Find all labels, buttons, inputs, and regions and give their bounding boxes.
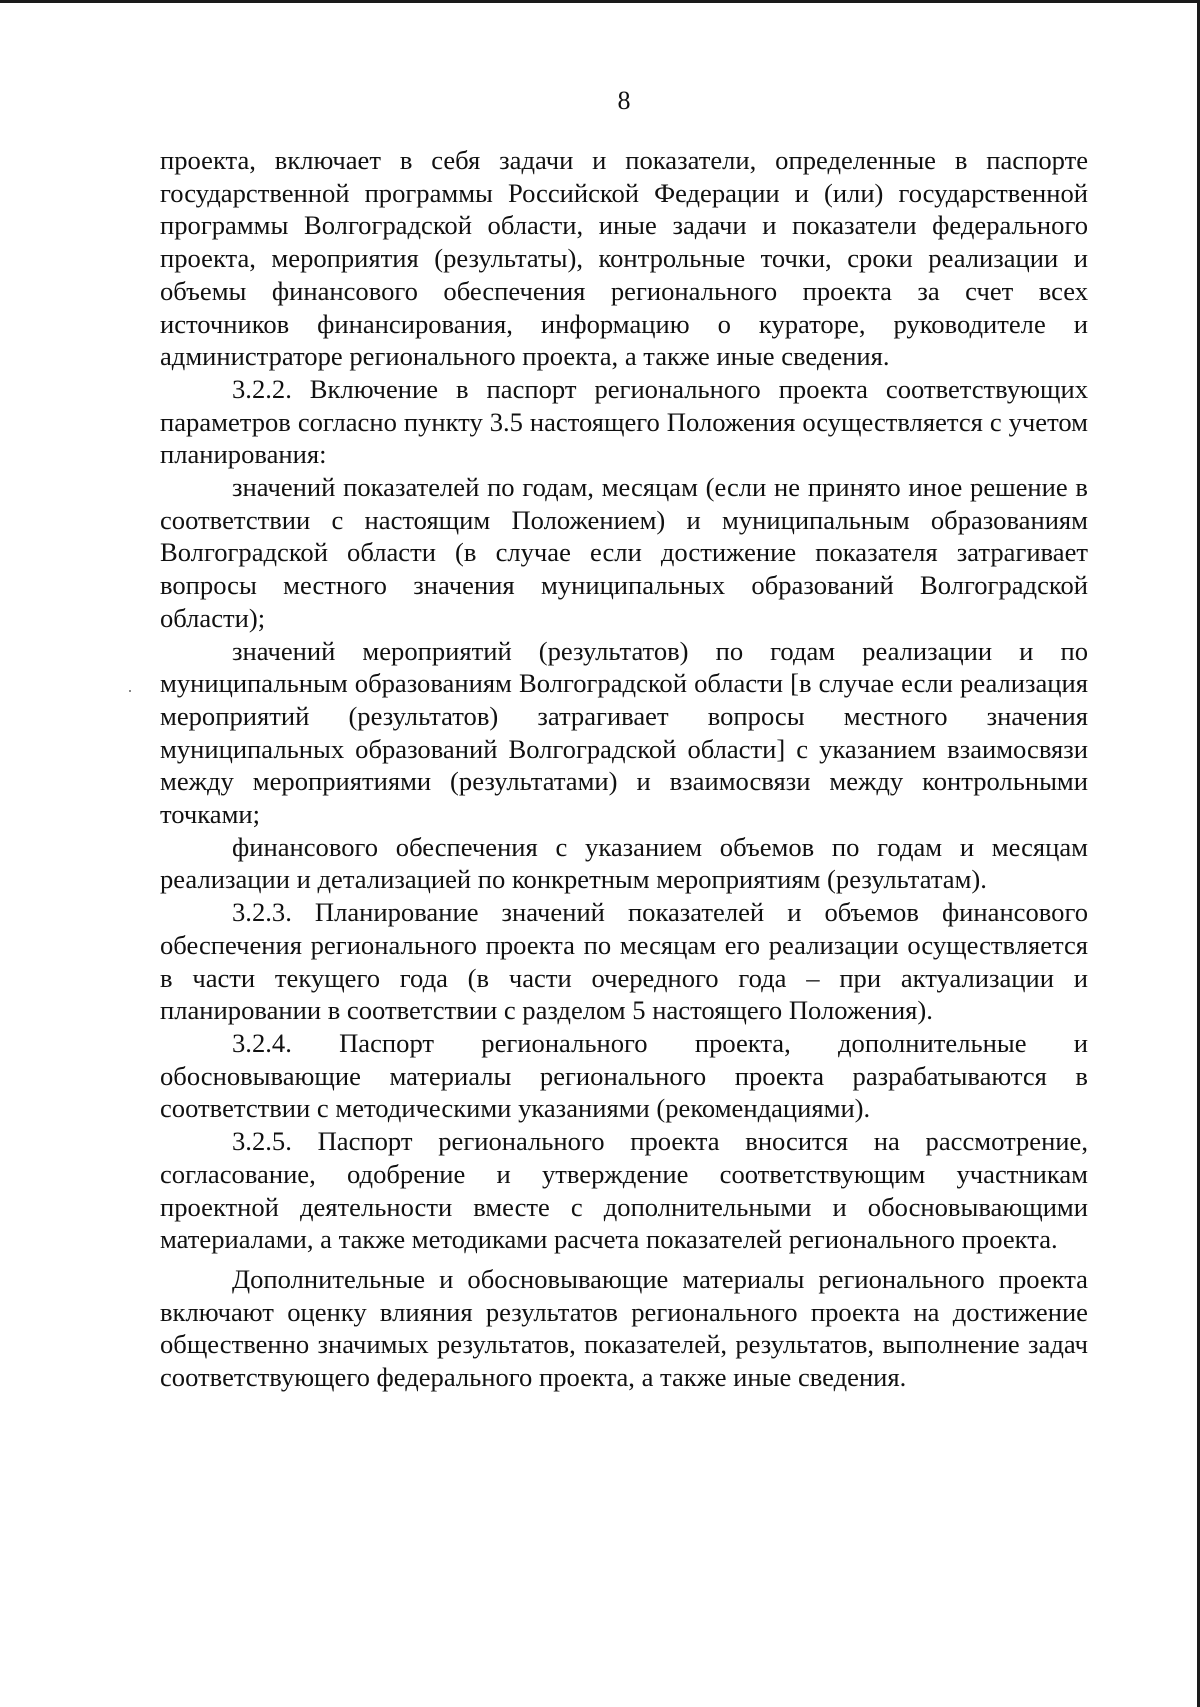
paragraph-3-2-4: 3.2.4. Паспорт регионального проекта, дополнительные и обосновывающие материалы регионального проекта разрабатываются в соответствии с методическими указаниями (рекомендациями).	[160, 1027, 1088, 1124]
page-number: 8	[617, 86, 631, 115]
scan-edge-top	[0, 0, 1200, 3]
paragraph-activity-values: значений мероприятий (результатов) по годам реализации и по муниципальным образованиям Волгоградской области [в случае если реализация мероприятий (результатов) затрагивает вопросы местного значения муниципальных образований Волгоградской области] с указанием взаимосвязи между мероприятиями (результатами) и взаимосвязи между контрольными точками;	[160, 635, 1088, 830]
paragraph-3-2-3: 3.2.3. Планирование значений показателей и объемов финансового обеспечения регионального проекта по месяцам его реализации осуществляется в части текущего года (в части очередного года – при актуализации и планировании в соответствии с разделом 5 настоящего Положения).	[160, 897, 1088, 1026]
paragraph-financing: финансового обеспечения с указанием объемов по годам и месяцам реализации и детализацией по конкретным мероприятиям (результатам).	[160, 831, 1088, 895]
paragraph-continuation: проекта, включает в себя задачи и показатели, определенные в паспорте государственной программы Российской Федерации и (или) государственной программы Волгоградской области, иные задачи и показатели федерального проекта, мероприятия (результаты), контрольные точки, сроки реализации и объемы финансового обеспечения регионального проекта за счет всех источников финансирования, информацию о кураторе, руководителе и администраторе регионального проекта, а также иные сведения.	[160, 145, 1088, 372]
paragraph-indicator-values: значений показателей по годам, месяцам (если не принято иное решение в соответствии с настоящим Положением) и муниципальным образованиям Волгоградской области (в случае если достижение показателя затрагивает вопросы местного значения муниципальных образований Волгоградской области);	[160, 472, 1088, 633]
paragraph-3-2-2: 3.2.2. Включение в паспорт регионального проекта соответствующих параметров согласно пункту 3.5 настоящего Положения осуществляется с учетом планирования:	[160, 373, 1088, 470]
scan-speck	[129, 690, 131, 692]
paragraph-3-2-5: 3.2.5. Паспорт регионального проекта вносится на рассмотрение, согласование, одобрение и утверждение соответствующим участникам проектной деятельности вместе с дополнительными и обосновывающими материалами, а также методиками расчета показателей регионального проекта.	[160, 1126, 1088, 1255]
document-body	[160, 144, 1088, 1394]
paragraph-additional-materials: Дополнительные и обосновывающие материалы регионального проекта включают оценку влияния результатов регионального проекта на достижение общественно значимых результатов, показателей, результатов, выполнение задач соответствующего федерального проекта, а также иные сведения.	[160, 1263, 1088, 1393]
